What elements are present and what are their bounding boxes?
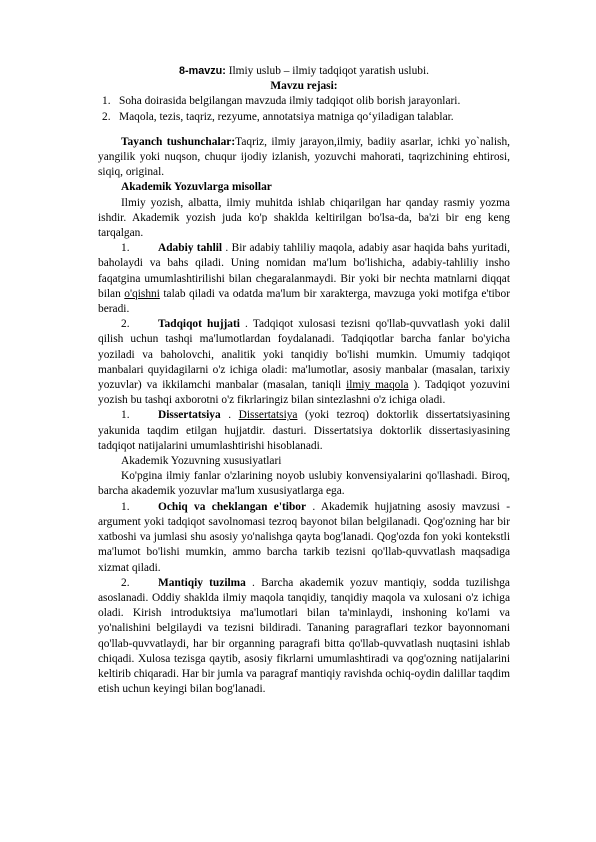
list-item-text: talab qiladi va odatda ma'lum bir xarakterga, mavzuga yoki motifga e'tibor beradi. xyxy=(98,287,510,316)
list-item-number: 1. xyxy=(121,242,130,255)
list-item-term: Ochiq va cheklangan e'tibor xyxy=(158,500,307,513)
plan-list xyxy=(98,94,510,124)
document-body xyxy=(98,64,510,697)
plan-item-number: 2. xyxy=(102,110,111,123)
list-item-text: . Akademik hujjatning asosiy mavzusi - argument yoki tadqiqot savolnomasi tezroq bayonot bilan belgilanadi. Qog'ozning har bir xatboshi va jumlasi shu asosiy yo'nalishga qayta bog'lanadi. Qog'ozda fon yoki kontekstli ma'lumot bo'lishi mumkin, ammo barcha tarkib tezisni qo'llab-quvvatlash maqsadiga xizmat qiladi. xyxy=(98,500,510,574)
topic-title: Ilmiy uslub – ilmiy tadqiqot yaratish uslubi. xyxy=(225,65,429,77)
list-item xyxy=(98,576,510,698)
inline-link[interactable]: o'qishni xyxy=(124,287,160,300)
plan-item xyxy=(98,110,510,125)
list-item-text: . Barcha akademik yozuv mantiqiy, sodda tuzilishga asoslanadi. Oddiy shaklda ilmiy maqola tanqidiy, tanqidiy maqola va xulosani o'z ichiga oladi. Kirish introduktsiya ma'lumotlari bilan ta'minlaydi, inshoning ko'lami va yo'nalishini belgilaydi va tezisni bildiradi. Tananing paragraflari tezkor bayonnomani qo'llab-quvvatlaydi, har bir organning paragrafi bitta qo'llab-quvvatlash nuqtasini ishlab chiqadi. Xulosa tezisga qaytib, asosiy fikrlarni umumlashtiradi va qog'ozning natijalarini keltirib chiqaradi. Har bir jumla va paragraf mantiqiy ravishda ochiq-oydin dalillar taqdim etish uchun keyingi bilan bog'lanadi. xyxy=(98,576,510,696)
list-item-text: . Tadqiqot xulosasi tezisni qo'llab-quvvatlash yoki dalil qilish uchun tashqi ma'lumotlardan foydalanadi. Tadqiqotlar barcha fanlar bo'yicha yoziladi va baholovchi, analitik yoki tanqidiy bo'lishi mumkin. Umumiy tadqiqot manbalari quyidagilarni o'z ichiga oladi: ma'lumotlar, asosiy manbalar (masalan, tarixiy yozuvlar) va ikkilamchi manbalar (masalan, taniqli xyxy=(98,318,510,392)
list-item-term: Adabiy tahlil xyxy=(158,242,223,255)
section-intro: Ilmiy yozish, albatta, ilmiy muhitda ishlab chiqarilgan har qanday rasmiy yozma ishdir. Akademik yozish juda ko'p shaklda keltirilgan bo'lsa-da, ba'zi bir eng keng tarqalgan. xyxy=(98,196,510,240)
list-item-number: 2. xyxy=(121,576,130,589)
list-item-term: Dissertatsiya xyxy=(158,409,221,422)
list-item xyxy=(98,500,510,576)
list-item xyxy=(98,408,510,454)
list-item-number: 1. xyxy=(121,409,130,422)
list-item-number: 1. xyxy=(121,500,130,513)
list-item-term: Mantiqiy tuzilma xyxy=(158,576,246,589)
list-item-text: . Bir adabiy tahliliy maqola, adabiy asar haqida bahs yuritadi, baholaydi va bahs qiladi. Uning nomidan ma'lum bo'lishicha, adabiy-tahliliy insho faqatgina umumlashtirilishi bilan chegaralanmaydi. Bir yoki bir nechta matnlarni diqqat bilan xyxy=(98,242,510,300)
plan-item-text: Soha doirasida belgilangan mavzuda ilmiy tadqiqot olib borish jarayonlari. xyxy=(119,95,461,108)
list-item-term: Tadqiqot hujjati xyxy=(158,318,240,331)
section-heading: Akademik Yozuvlarga misollar xyxy=(121,181,272,194)
list-item-number: 2. xyxy=(121,318,130,331)
section-heading: Akademik Yozuvning xususiyatlari xyxy=(121,455,282,468)
section-intro: Ko'pgina ilmiy fanlar o'zlarining noyob uslubiy konvensiyalarini qo'llashadi. Biroq, barcha akademik yozuvlar ma'lum xususiyatlarga ega. xyxy=(98,470,510,498)
topic-prefix: 8-mavzu: xyxy=(179,65,226,77)
topic-heading xyxy=(98,64,510,79)
inline-link[interactable]: Dissertatsiya xyxy=(238,409,298,422)
plan-title: Mavzu rejasi: xyxy=(270,80,338,93)
plan-item-number: 1. xyxy=(102,95,111,108)
keywords-paragraph xyxy=(98,135,510,181)
plan-item-text: Maqola, tezis, taqriz, rezyume, annotatsiya matniga qo‘yiladigan talablar. xyxy=(119,110,454,123)
list-item xyxy=(98,317,510,408)
keywords-label: Tayanch tushunchalar: xyxy=(121,135,236,148)
list-item-text: ). Tadqiqot yozuvini yozish bu tashqi axborotni o'z fikrlaringiz bilan sintezlashni o'z ichiga oladi. xyxy=(98,379,510,407)
plan-item xyxy=(98,94,510,109)
list-item-text: . xyxy=(220,409,239,422)
list-item-text: (yoki tezroq) doktorlik dissertatsiyasining yakunida taqdim etilgan hujjatdir. dasturi. Dissertatsiya doktorlik dissertasiyasining tadqiqot natijalarini umumlashtirishi hisoblanadi. xyxy=(98,409,510,452)
keywords-text: Taqriz, ilmiy jarayon,ilmiy, badiiy asarlar, ichki yo`nalish, yangilik yoki nuqson, chuqur ijodiy izlanish, yozuvchi mahorati, taqrizchining ehtirosi, siqiq, original. xyxy=(98,135,510,179)
inline-link[interactable]: ilmiy maqola xyxy=(346,379,409,392)
list-item xyxy=(98,241,510,317)
